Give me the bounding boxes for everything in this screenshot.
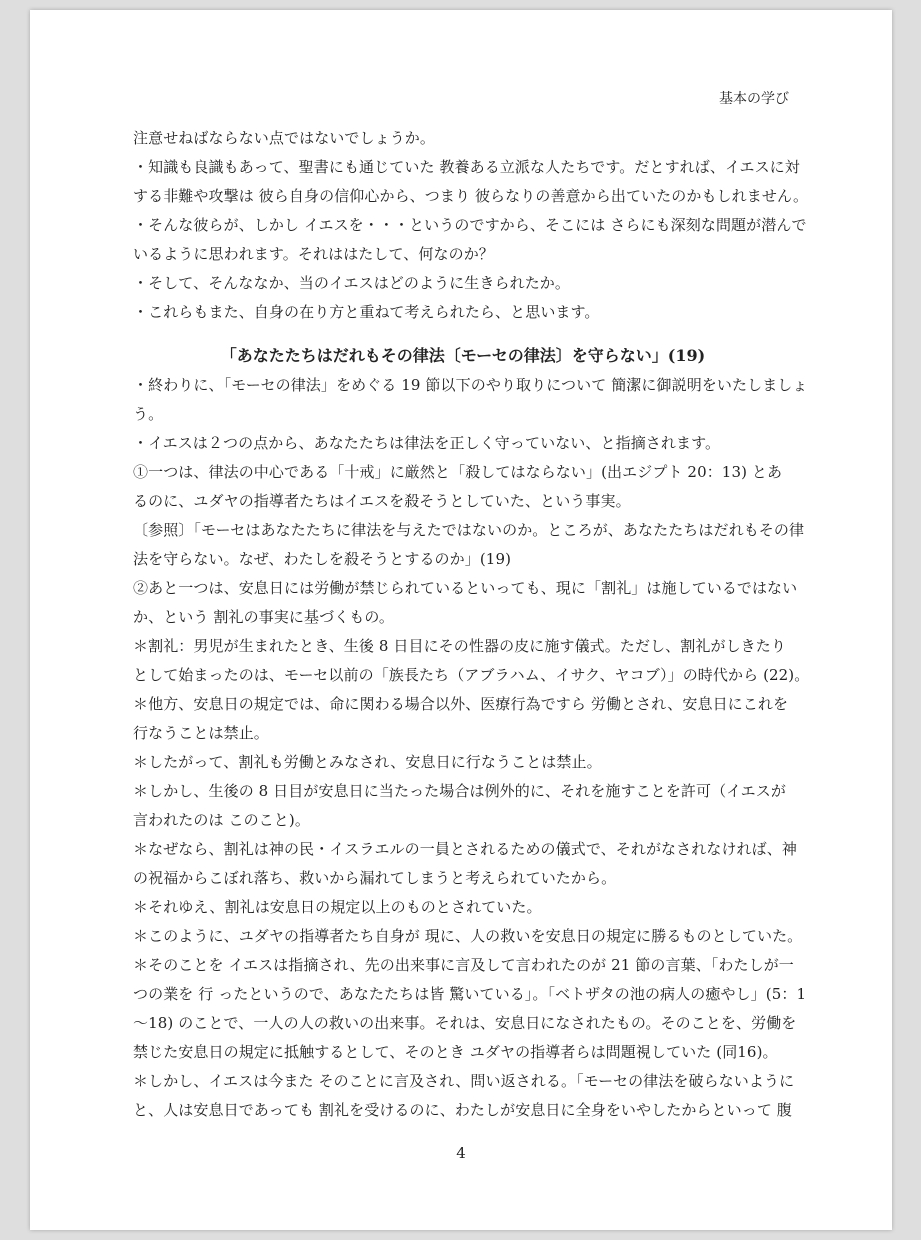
body-line: ・終わりに、「モーセの律法」をめぐる 19 節以下のやり取りについて 簡潔に御説明をいたしましょ <box>133 376 808 394</box>
body-line: ＊そのことを イエスは指摘され、先の出来事に言及して言われたのが 21 節の言葉、「わたしが一 <box>133 956 794 974</box>
page-number: 4 <box>456 1144 466 1162</box>
section-heading: 「あなたたちはだれもその律法〔モーセの律法〕を守らない」(19) <box>220 346 706 365</box>
body-line: う。 <box>133 405 164 423</box>
body-line: 法を守らない。なぜ、わたしを殺そうとするのか」(19) <box>133 550 512 568</box>
body-line: ・これらもまた、自身の在り方と重ねて考えられたら、と思います。 <box>133 303 600 321</box>
body-line: 注意せねばならない点ではないでしょうか。 <box>133 129 436 147</box>
body-line: ＊それゆえ、割礼は安息日の規定以上のものとされていた。 <box>133 898 542 916</box>
body-line: の祝福からこぼれ落ち、救いから漏れてしまうと考えられていたから。 <box>133 869 617 887</box>
body-line: ～18) のことで、一人の人の救いの出来事。それは、安息日になされたもの。そのことを、労働を <box>133 1014 797 1032</box>
body-line: ②あと一つは、安息日には労働が禁じられているといっても、現に「割礼」は施しているではない <box>133 579 798 597</box>
body-line: ・イエスは２つの点から、あなたたちは律法を正しく守っていない、と指摘されます。 <box>133 434 721 452</box>
body-line: ＊なぜなら、割礼は神の民・イスラエルの一員とされるための儀式で、それがなされなければ、神 <box>133 840 797 858</box>
body-line: ＊しかし、生後の 8 日目が安息日に当たった場合は例外的に、それを施すことを許可（イエスが <box>133 782 786 800</box>
body-line: るのに、ユダヤの指導者たちはイエスを殺そうとしていた、という事実。 <box>133 492 631 510</box>
body-line: 禁じた安息日の規定に抵触するとして、そのとき ユダヤの指導者らは問題視していた (同16)。 <box>133 1043 778 1061</box>
body-line: 言われたのは このこと)。 <box>133 811 310 829</box>
body-line: ＊割礼：男児が生まれたとき、生後 8 日目にその性器の皮に施す儀式。ただし、割礼がしきたり <box>133 637 786 655</box>
body-line: する非難や攻撃は 彼ら自身の信仰心から、つまり 彼らなりの善意から出ていたのかもしれません。 <box>133 187 809 205</box>
body-line: として始まったのは、モーセ以前の「族長たち（アブラハム、イサク、ヤコブ）」の時代から (22)。 <box>133 666 810 684</box>
body-line: ＊しかし、イエスは今また そのことに言及され、問い返される。「モーセの律法を破らないように <box>133 1072 795 1090</box>
body-line: ①一つは、律法の中心である「十戒」に厳然と「殺してはならない」(出エジプト 20：13) とあ <box>133 463 783 481</box>
body-line: いるように思われます。それははたして、何なのか？ <box>133 245 494 263</box>
document-page <box>30 10 892 1230</box>
body-line: ・そんな彼らが、しかし イエスを・・・というのですから、そこには さらにも深刻な問題が潜んで <box>133 216 807 234</box>
page-body <box>133 124 810 1125</box>
body-line: か、という 割礼の事実に基づくもの。 <box>133 608 394 626</box>
body-line: と、人は安息日であっても 割礼を受けるのに、わたしが安息日に全身をいやしたからといって 腹 <box>133 1101 792 1119</box>
body-line: ＊他方、安息日の規定では、命に関わる場合以外、医療行為ですら 労働とされ、安息日にこれを <box>133 695 789 713</box>
running-header: 基本の学び <box>719 91 789 107</box>
body-line: ・そして、そんななか、当のイエスはどのように生きられたか。 <box>133 274 571 292</box>
body-line: ＊したがって、割礼も労働とみなされ、安息日に行なうことは禁止。 <box>133 753 602 771</box>
body-line: 〔参照〕「モーセはあなたたちに律法を与えたではないのか。ところが、あなたたちはだれもその律 <box>133 521 805 539</box>
body-line: つの業を 行 ったというので、あなたたちは皆 驚いている」。「ベトザタの池の病人の癒やし」(5：1 <box>133 985 807 1003</box>
body-line: ＊このように、ユダヤの指導者たち自身が 現に、人の救いを安息日の規定に勝るものとしていた。 <box>133 927 803 945</box>
body-line: ・知識も良識もあって、聖書にも通じていた 教養ある立派な人たちです。だとすれば、イエスに対 <box>133 158 800 176</box>
body-line: 行なうことは禁止。 <box>133 724 269 742</box>
